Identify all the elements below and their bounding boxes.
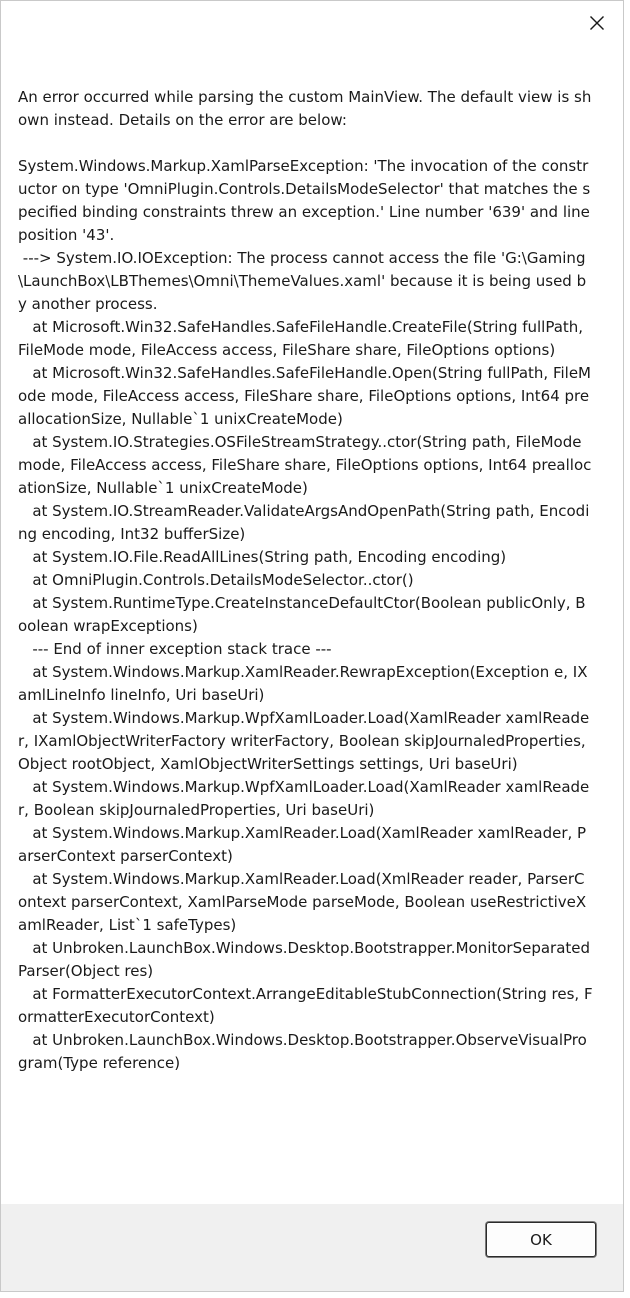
- close-icon: [589, 15, 605, 31]
- ok-button[interactable]: OK: [486, 1222, 596, 1257]
- message-body: [18, 86, 593, 1075]
- error-intro-text: An error occurred while parsing the custom MainView. The default view is shown instead. Details on the error are below:: [18, 88, 592, 129]
- close-button[interactable]: [581, 7, 613, 39]
- dialog-footer: [1, 1204, 623, 1291]
- error-details-text: System.Windows.Markup.XamlParseException: 'The invocation of the constructor on type 'OmniPlugin.Controls.DetailsModeSelector' that matches the specified binding constraints threw an exception.' Line number '639' and line position '43'. ---> System.IO.IOException: The process cannot access the file 'G:\Gaming\LaunchBox\LBThemes\Omni\ThemeValues.xaml' because it is being used by another process. at Microsoft.Win32.SafeHandles.SafeFileHandle.CreateFile(String fullPath, FileMode mode, FileAccess access, FileShare share, FileOptions options) at Microsoft.Win32.SafeHandles.SafeFileHandle.Open(String fullPath, FileMode mode, FileAccess access, FileShare share, FileOptions options, Int64 preallocationSize, Nullable`1 unixCreateMode) at System.IO.Strategies.OSFileStreamStrategy..ctor(String path, FileMode mode, FileAccess access, FileShare share, FileOptions options, Int64 preallocationSize, Nullable`1 unixCreateMode) at System.IO.StreamReader.ValidateArgsAndOpenPath(String path, Encoding encoding, Int32 bufferSize) at System.IO.File.ReadAllLines(String path, Encoding encoding) at OmniPlugin.Controls.DetailsModeSelector..ctor() at System.RuntimeType.CreateInstanceDefaultCtor(Boolean publicOnly, Boolean wrapExceptions) --- End of inner exception stack trace --- at System.Windows.Markup.XamlReader.RewrapException(Exception e, IXamlLineInfo lineInfo, Uri baseUri) at System.Windows.Markup.WpfXamlLoader.Load(XamlReader xamlReader, IXamlObjectWriterFactory writerFactory, Boolean skipJournaledProperties, Object rootObject, XamlObjectWriterSettings settings, Uri baseUri) at System.Windows.Markup.WpfXamlLoader.Load(XamlReader xamlReader, Boolean skipJournaledProperties, Uri baseUri) at System.Windows.Markup.XamlReader.Load(XamlReader xamlReader, ParserContext parserContext) at System.Windows.Markup.XamlReader.Load(XmlReader reader, ParserContext parserContext, XamlParseMode parseMode, Boolean useRestrictiveXamlReader, List`1 safeTypes) at Unbroken.LaunchBox.Windows.Desktop.Bootstrapper.MonitorSeparatedParser(Object res) at FormatterExecutorContext.ArrangeEditableStubConnection(String res, FormatterExecutorContext) at Unbroken.LaunchBox.Windows.Desktop.Bootstrapper.ObserveVisualProgram(Type reference): [18, 157, 593, 1072]
